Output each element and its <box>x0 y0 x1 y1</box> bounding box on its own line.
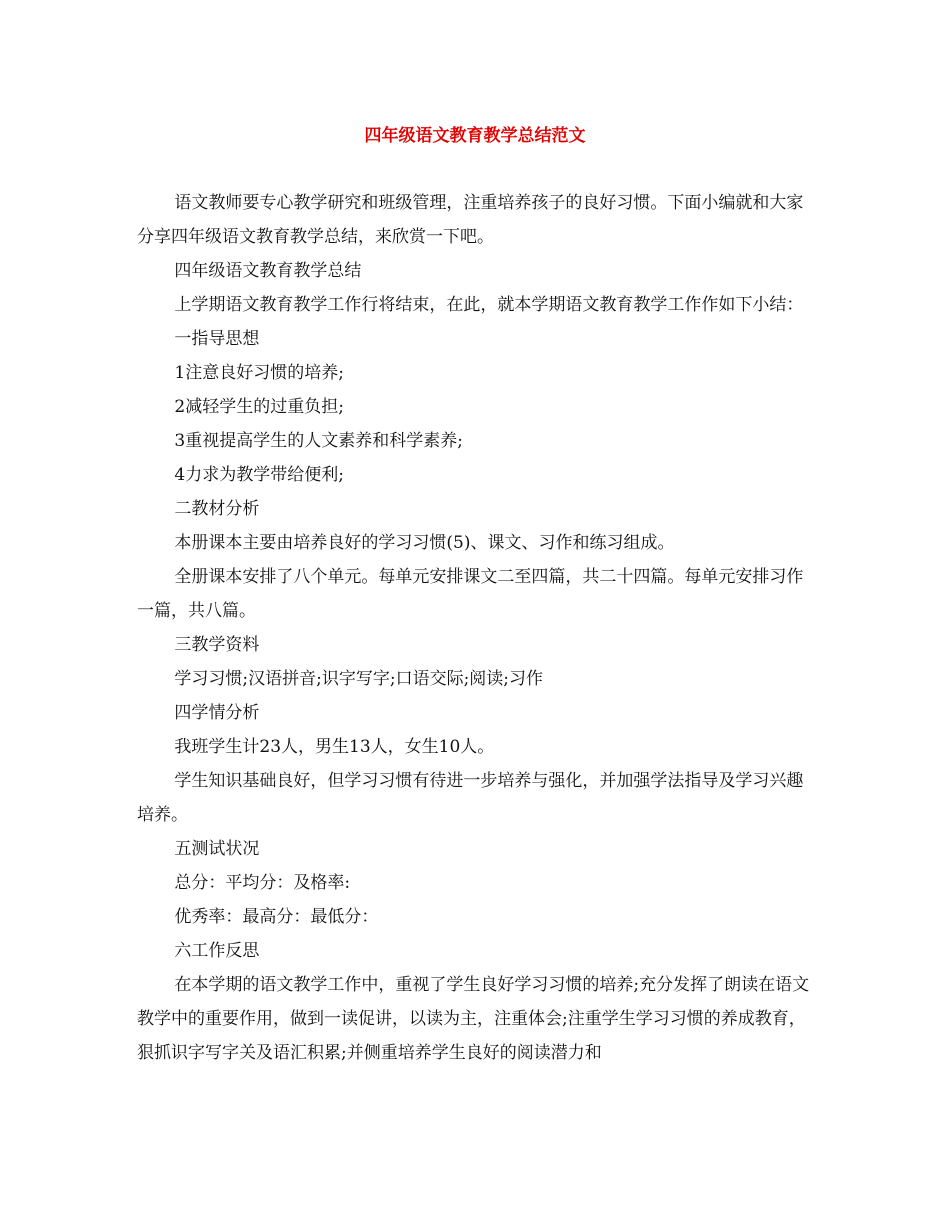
section-heading-teaching-materials: 三教学资料 <box>174 635 260 655</box>
paragraph: 本册课本主要由培养良好的学习习惯(5)、课文、习作和练习组成。 <box>174 533 675 553</box>
paragraph: 总分：平均分：及格率: <box>174 873 351 893</box>
paragraph: 学习习惯;汉语拼音;识字写字;口语交际;阅读;习作 <box>174 669 544 689</box>
list-item: 3重视提高学生的人文素养和科学素养; <box>174 431 463 451</box>
list-item: 1注意良好习惯的培养; <box>174 363 344 383</box>
document-body <box>137 186 813 1070</box>
section-heading-textbook-analysis: 二教材分析 <box>174 499 260 519</box>
paragraph: 优秀率：最高分：最低分： <box>174 907 379 927</box>
section-heading-work-reflection: 六工作反思 <box>174 941 260 961</box>
section-heading-guiding-thought: 一指导思想 <box>174 329 260 349</box>
paragraph: 全册课本安排了八个单元。每单元安排课文二至四篇，共二十四篇。每单元安排习作一篇，共八篇。 <box>137 567 804 621</box>
paragraph: 我班学生计23人，男生13人，女生10人。 <box>174 737 495 757</box>
list-item: 2减轻学生的过重负担; <box>174 397 344 417</box>
paragraph-summary: 上学期语文教育教学工作行将结束，在此，就本学期语文教育教学工作作如下小结： <box>174 295 804 315</box>
paragraph-intro: 语文教师要专心教学研究和班级管理，注重培养孩子的良好习惯。下面小编就和大家分享四年级语文教育教学总结，来欣赏一下吧。 <box>137 193 804 247</box>
paragraph: 在本学期的语文教学工作中，重视了学生良好学习习惯的培养;充分发挥了朗读在语文教学中的重要作用，做到一读促讲，以读为主，注重体会;注重学生学习习惯的养成教育，狠抓识字写字关及语汇积累;并侧重培养学生良好的阅读潜力和 <box>137 975 810 1063</box>
paragraph-heading: 四年级语文教育教学总结 <box>174 261 362 281</box>
document-title: 四年级语文教育教学总结范文 <box>364 126 586 146</box>
section-heading-student-analysis: 四学情分析 <box>174 703 260 723</box>
paragraph: 学生知识基础良好，但学习习惯有待进一步培养与强化，并加强学法指导及学习兴趣培养。 <box>137 771 804 825</box>
section-heading-test-status: 五测试状况 <box>174 839 260 859</box>
list-item: 4力求为教学带给便利; <box>174 465 344 485</box>
